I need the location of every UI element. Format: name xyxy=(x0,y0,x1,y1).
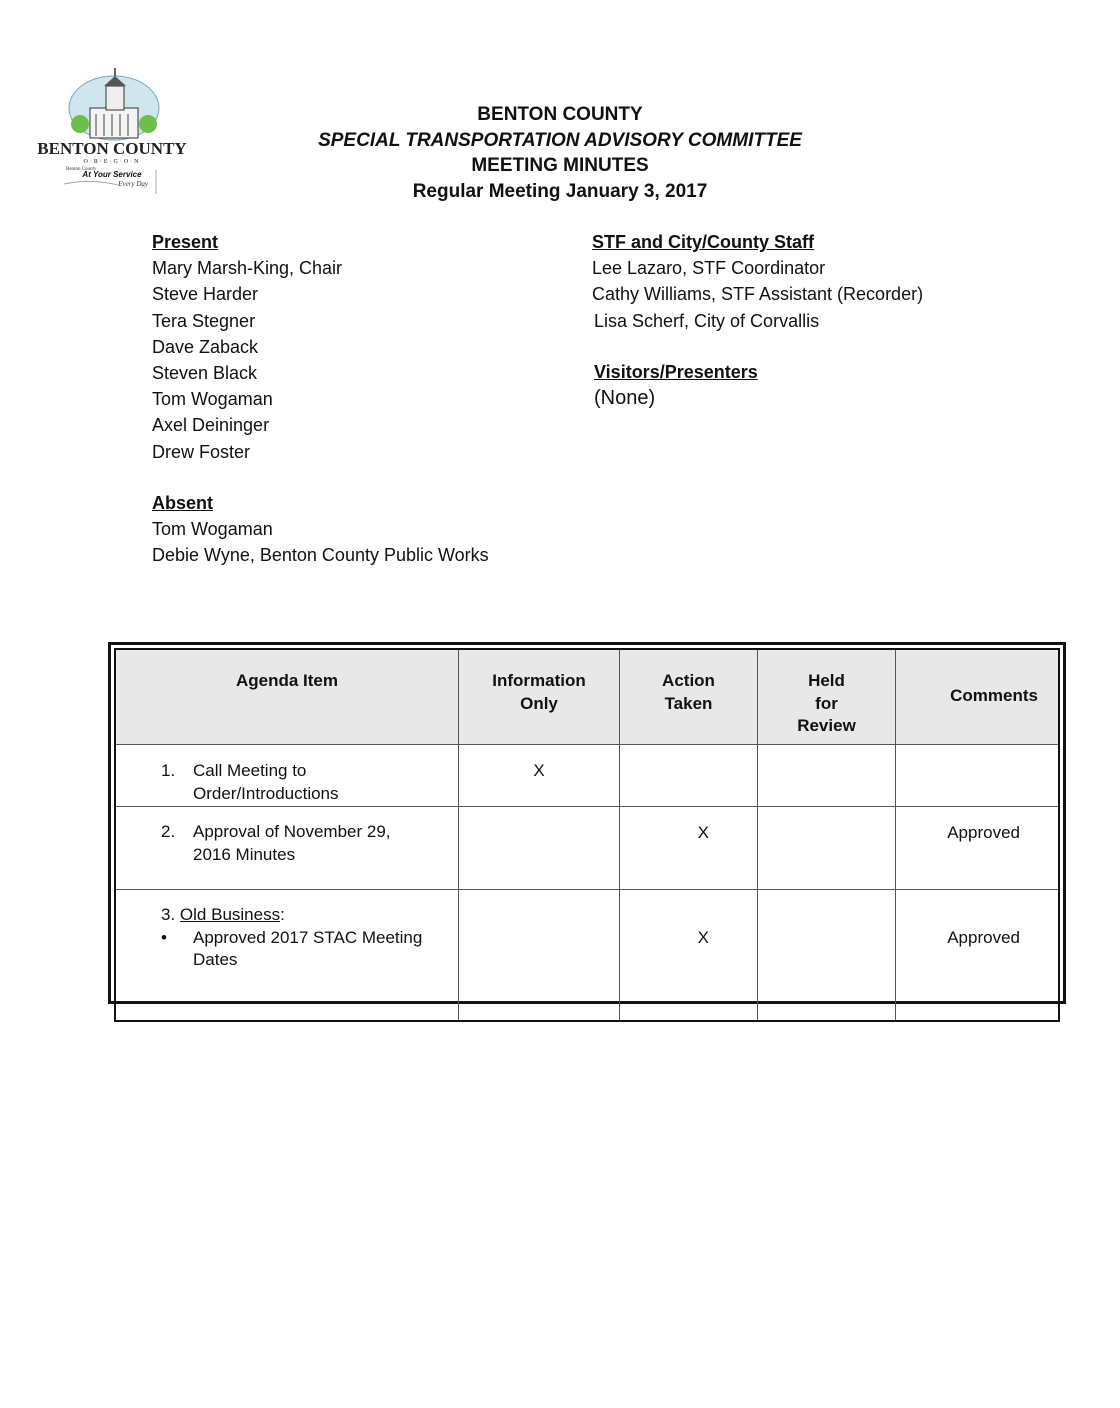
header-comments-label: Comments xyxy=(950,686,1038,706)
visitors-heading: Visitors/Presenters xyxy=(594,362,758,382)
comments-cell xyxy=(896,745,1060,807)
present-member: Steve Harder xyxy=(152,284,259,305)
agenda-table xyxy=(114,648,1060,1022)
item-text-line1: Approval of November 29, xyxy=(193,822,391,841)
absent-member: Debie Wyne, Benton County Public Works xyxy=(152,545,489,566)
absent-heading: Absent xyxy=(152,493,214,513)
header-held-for-review xyxy=(758,649,896,745)
present-section xyxy=(152,229,342,465)
header-action-line2: Taken xyxy=(664,693,713,713)
item-text-line2: Order/Introductions xyxy=(193,783,339,803)
staff-member: Lisa Scherf, City of Corvallis xyxy=(594,310,820,331)
item-number: 2. xyxy=(161,822,176,841)
header-held-line2: for xyxy=(815,693,838,713)
header-info-line1: Information xyxy=(492,671,586,690)
agenda-item-cell xyxy=(115,807,459,890)
logo-tagline: At Your Service xyxy=(82,170,142,179)
item-text-line2: Dates xyxy=(193,950,238,969)
present-member: Drew Foster xyxy=(152,441,251,462)
agenda-table-header-row xyxy=(115,649,1059,745)
action-taken-cell: X xyxy=(620,890,758,1022)
staff-heading: STF and City/County Staff xyxy=(592,232,814,252)
agenda-item-cell xyxy=(115,890,459,1022)
table-row xyxy=(115,807,1059,890)
held-for-review-cell xyxy=(758,745,896,807)
held-for-review-cell xyxy=(758,890,896,1022)
header-held-line3: Review xyxy=(797,716,856,735)
comments-cell: Approved xyxy=(896,890,1060,1022)
item-text-line2: 2016 Minutes xyxy=(193,844,296,864)
item-text-line1: Approved 2017 STAC Meeting xyxy=(193,927,423,947)
present-member: Tera Stegner xyxy=(152,310,256,331)
document-type: MEETING MINUTES xyxy=(471,155,649,176)
information-only-cell xyxy=(459,807,620,890)
present-member: Mary Marsh-King, Chair xyxy=(152,258,343,279)
header-info-line2: Only xyxy=(520,693,558,713)
header-comments xyxy=(896,649,1060,745)
header-information-only xyxy=(459,649,620,745)
committee-title: SPECIAL TRANSPORTATION ADVISORY COMMITTEE xyxy=(318,129,802,151)
staff-member: Lee Lazaro, STF Coordinator xyxy=(592,258,826,279)
header-agenda-item xyxy=(115,649,459,745)
visitors-value: (None) xyxy=(594,387,656,410)
absent-section xyxy=(152,490,489,569)
bullet-icon: • xyxy=(161,927,167,947)
information-only-cell xyxy=(459,890,620,1022)
staff-section xyxy=(592,229,923,334)
information-only-cell: X xyxy=(459,745,620,807)
item-number: 1. xyxy=(161,761,176,780)
table-row xyxy=(115,890,1059,1022)
header-action-taken xyxy=(620,649,758,745)
logo-subtitle: O·R·E·G·O·N xyxy=(83,159,141,165)
logo-tagline2: Every Day xyxy=(118,180,148,188)
visitors-section xyxy=(594,359,758,411)
header-agenda-item-label: Agenda Item xyxy=(235,671,339,690)
present-member: Steven Black xyxy=(152,363,258,384)
present-member: Axel Deininger xyxy=(152,415,270,436)
comments-cell: Approved xyxy=(896,807,1060,890)
logo-tag-small: Benton County xyxy=(66,167,97,172)
item-text-line1: Call Meeting to xyxy=(193,761,307,780)
absent-member: Tom Wogaman xyxy=(152,519,273,540)
held-for-review-cell xyxy=(758,807,896,890)
agenda-table-frame xyxy=(108,642,1066,1004)
action-taken-cell: X xyxy=(620,807,758,890)
item-title-colon: : xyxy=(280,905,285,924)
action-taken-cell xyxy=(620,745,758,807)
logo-title: BENTON COUNTY xyxy=(37,139,187,158)
county-title: BENTON COUNTY xyxy=(477,104,643,125)
document-header xyxy=(0,102,1120,204)
header-held-line1: Held xyxy=(808,671,845,690)
staff-member: Cathy Williams, STF Assistant (Recorder) xyxy=(592,284,924,305)
table-row xyxy=(115,745,1059,807)
item-number: 3. xyxy=(161,905,176,924)
agenda-item-cell xyxy=(115,745,459,807)
meeting-date: Regular Meeting January 3, 2017 xyxy=(412,180,708,202)
item-title: Old Business xyxy=(179,905,281,924)
header-action-line1: Action xyxy=(662,671,715,690)
present-heading: Present xyxy=(152,232,219,252)
present-member: Dave Zaback xyxy=(152,336,259,357)
present-member: Tom Wogaman xyxy=(152,389,273,410)
